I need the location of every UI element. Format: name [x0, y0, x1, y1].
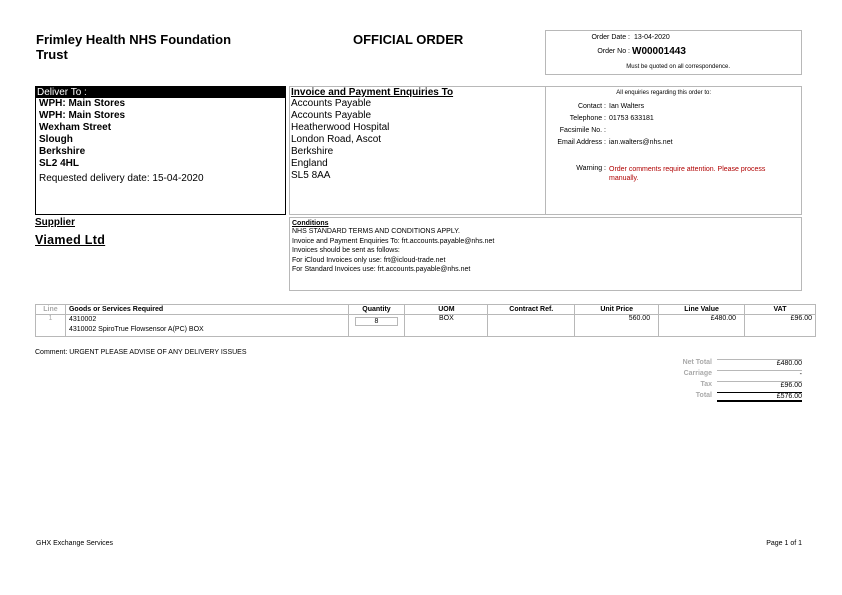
invoice-heading: Invoice and Payment Enquiries To — [291, 87, 454, 98]
warning-label: Warning : — [576, 165, 606, 172]
warning-line: manually. — [609, 175, 639, 182]
order-date-label: Order Date : — [591, 34, 630, 41]
col-contract-header: Contract Ref. — [488, 305, 575, 315]
item-code: 4310002 — [68, 316, 97, 323]
vat-cell: £96.00 — [745, 315, 816, 337]
conditions-text — [292, 227, 799, 275]
footer-left: GHX Exchange Services — [36, 540, 114, 547]
unit-price-cell: 560.00 — [575, 315, 659, 337]
supplier-heading: Supplier — [35, 217, 76, 228]
col-line-value-header: Line Value — [659, 305, 745, 315]
carriage-label: Carriage — [683, 370, 712, 377]
net-total-row — [640, 359, 802, 370]
order-items-table — [35, 304, 816, 337]
invoice-line: Accounts Payable — [291, 98, 372, 109]
deliver-line: SL2 4HL — [39, 158, 80, 169]
organisation-name — [36, 32, 231, 62]
carriage-row — [640, 370, 802, 381]
contact-label: Contact : — [577, 103, 606, 110]
deliver-line: WPH: Main Stores — [39, 98, 126, 109]
condition-line: For iCloud Invoices only use: frt@icloud-trade.net — [292, 256, 446, 264]
net-total-value: £480.00 — [717, 359, 802, 367]
organisation-name-line1: Frimley Health NHS Foundation — [36, 32, 232, 47]
table-row — [36, 315, 816, 337]
document-title: OFFICIAL ORDER — [353, 32, 464, 47]
contract-cell — [488, 315, 575, 337]
grand-total-value: £576.00 — [717, 392, 802, 402]
telephone-number: 01753 633181 — [609, 115, 654, 122]
supplier-section — [35, 217, 286, 247]
warning-line: Order comments require attention. Please process — [609, 166, 766, 173]
col-uom-header: UOM — [405, 305, 488, 315]
order-comment: Comment: URGENT PLEASE ADVISE OF ANY DELIVERY ISSUES — [35, 349, 247, 356]
deliver-line: Wexham Street — [39, 122, 112, 133]
condition-line: Invoices should be sent as follows: — [292, 247, 400, 254]
grand-total-label: Total — [695, 392, 712, 399]
invoice-line: Berkshire — [291, 146, 334, 157]
condition-line: For Standard Invoices use: frt.accounts.payable@nhs.net — [292, 266, 471, 273]
line-value-cell: £480.00 — [659, 315, 745, 337]
deliver-line: Slough — [39, 134, 73, 145]
warning-text — [609, 165, 765, 183]
net-total-label: Net Total — [682, 359, 712, 366]
email-label: Email Address : — [557, 139, 606, 146]
deliver-to-heading: Deliver To : — [36, 87, 285, 98]
conditions-box — [289, 217, 802, 291]
deliver-to-box — [35, 86, 286, 215]
col-quantity-header: Quantity — [348, 305, 405, 315]
carriage-value: - — [717, 370, 802, 378]
quote-note: Must be quoted on all correspondence. — [626, 64, 730, 70]
tax-label: Tax — [700, 381, 712, 388]
supplier-name: Viamed Ltd — [35, 233, 106, 247]
requested-delivery-date: Requested delivery date: 15-04-2020 — [39, 173, 204, 184]
invoice-line: Accounts Payable — [291, 110, 372, 121]
telephone-label: Telephone : — [569, 115, 606, 122]
condition-line: Invoice and Payment Enquiries To: frt.accounts.payable@nhs.net — [292, 237, 495, 245]
invoice-address — [290, 98, 545, 182]
col-line-header: Line — [36, 305, 66, 315]
quantity-value: 8 — [355, 317, 399, 326]
col-unit-price-header: Unit Price — [575, 305, 659, 315]
tax-value: £96.00 — [717, 381, 802, 389]
fax-label: Facsimile No. : — [559, 127, 606, 134]
conditions-heading: Conditions — [292, 220, 329, 227]
page-number: Page 1 of 1 — [766, 540, 802, 547]
table-header-row — [36, 305, 816, 315]
invoice-box — [289, 86, 546, 215]
deliver-line: WPH: Main Stores — [39, 110, 126, 121]
item-description: 4310002 SpiroTrue Flowsensor A(PC) BOX — [68, 326, 204, 333]
order-number: W00001443 — [632, 46, 686, 57]
goods-cell — [65, 315, 348, 337]
invoice-line: London Road, Ascot — [291, 134, 382, 145]
condition-line: NHS STANDARD TERMS AND CONDITIONS APPLY. — [292, 228, 460, 235]
totals-block — [640, 359, 802, 403]
organisation-name-line2: Trust — [36, 47, 68, 62]
tax-row — [640, 381, 802, 392]
enquiries-box — [545, 86, 802, 215]
col-vat-header: VAT — [745, 305, 816, 315]
uom-cell: BOX — [405, 315, 488, 337]
order-no-label: Order No : — [597, 48, 630, 55]
invoice-line: SL5 8AA — [291, 170, 331, 181]
invoice-line: England — [291, 158, 328, 169]
col-goods-header: Goods or Services Required — [65, 305, 348, 315]
order-date: 13-04-2020 — [634, 34, 670, 41]
order-info-box — [545, 30, 802, 75]
contact-name: Ian Walters — [609, 103, 645, 110]
invoice-line: Heatherwood Hospital — [291, 122, 390, 133]
grand-total-row — [640, 392, 802, 403]
enquiries-heading: All enquiries regarding this order to: — [616, 90, 711, 96]
quantity-cell — [348, 315, 405, 337]
email-address[interactable]: ian.walters@nhs.net — [609, 139, 673, 146]
line-number: 1 — [36, 315, 66, 337]
deliver-line: Berkshire — [39, 146, 86, 157]
deliver-to-address — [36, 98, 285, 170]
